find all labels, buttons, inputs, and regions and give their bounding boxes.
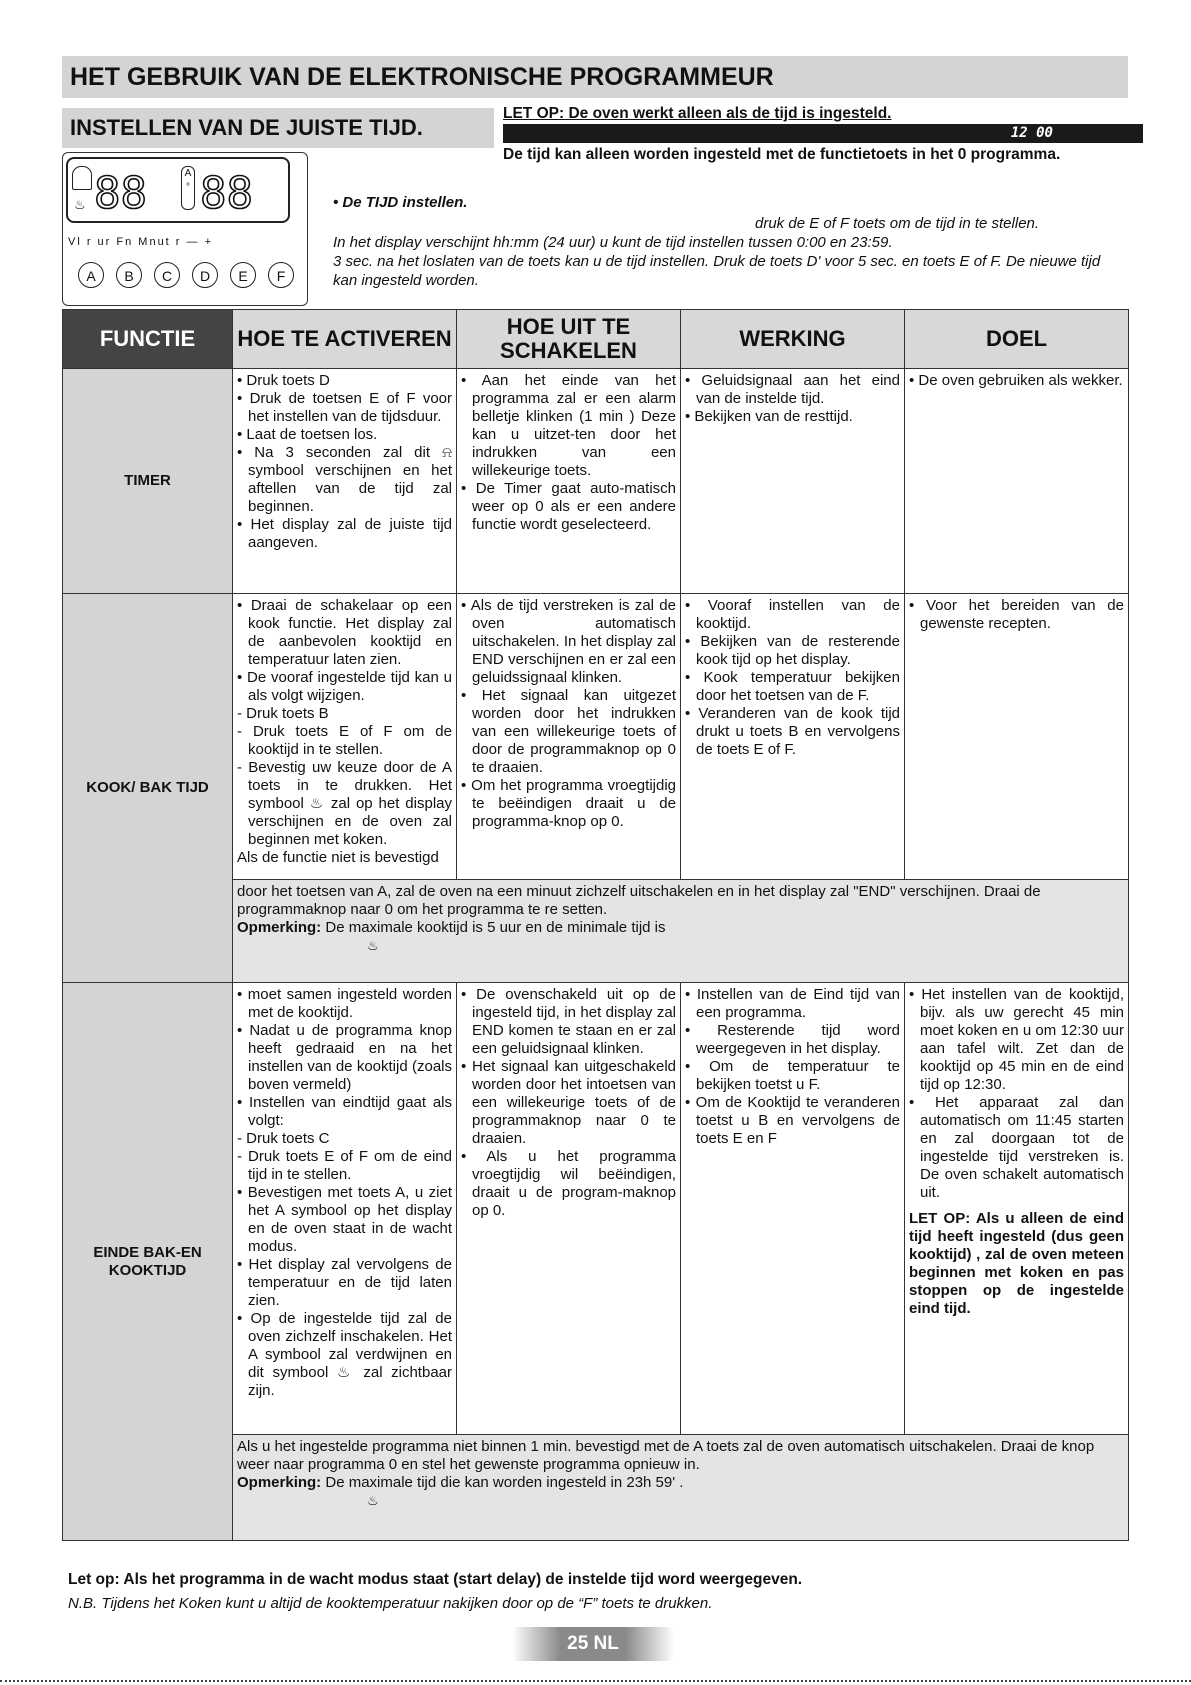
cook-goal [905, 594, 1129, 880]
page-number: 25 NL [512, 1627, 674, 1661]
list-item: • Nadat u de programma knop heeft gedraaid en na het instellen van de kooktijd (zoals boven vermeld) [237, 1022, 452, 1093]
list-item: Als de functie niet is bevestigd [237, 849, 439, 866]
list-item: • Het apparaat zal dan automatisch om 11:45 starten en zal doorgaan tot de ingestelde tijd verstreken is. De oven schakelt automatisch uit. [909, 1094, 1124, 1201]
table-row-end [63, 983, 1129, 1435]
set-time-line1: druk de E of F toets om de tijd in te stellen. [755, 215, 1040, 232]
end-activate [233, 983, 457, 1435]
key-f: F [268, 262, 294, 288]
list-item: • Druk de toetsen E of F voor het instellen van de tijdsduur. [237, 390, 452, 425]
list-item: • Laat de toetsen los. [237, 426, 378, 443]
list-item: • Resterende tijd word weergegeven in het display. [685, 1022, 900, 1057]
row-name-timer: TIMER [63, 369, 233, 594]
key-b: B [116, 262, 142, 288]
timer-activate [233, 369, 457, 594]
list-item: • Na 3 seconden zal dit ⍾ symbool verschijnen en het aftellen van de tijd zal beginnen. [237, 444, 452, 515]
footer-nb: N.B. Tijdens het Koken kunt u altijd de kooktemperatuur nakijken door op de “F” toets te drukken. [68, 1595, 713, 1612]
page-title: HET GEBRUIK VAN DE ELEKTRONISCHE PROGRAMMEUR [62, 56, 1128, 98]
cook-operation [681, 594, 905, 880]
list-item: • Als u het programma vroegtijdig wil beëindigen, draait u de program-maknop op 0. [461, 1148, 676, 1219]
cook-note [233, 880, 1129, 983]
list-item: • De ovenschakeld uit op de ingesteld tijd, in het display zal END komen te staan en er zal een geluidsignaal klinken. [461, 986, 676, 1057]
list-item: • Als de tijd verstreken is zal de oven automatisch uitschakelen. In het display zal END verschijnen en er zal een geluidssignaal klinken. [461, 597, 676, 686]
list-item: • Bekijken van de resterende kook tijd op het display. [685, 633, 900, 668]
key-e: E [230, 262, 256, 288]
list-item: • Bevestigen met toets A, u ziet het A symbool op het display en de oven staat in de wacht modus. [237, 1184, 452, 1255]
end-operation [681, 983, 905, 1435]
list-item: • Vooraf instellen van de kooktijd. [685, 597, 900, 632]
set-time-line2: In het display verschijnt hh:mm (24 uur) u kunt de tijd instellen tussen 0:00 en 23:59. [333, 234, 893, 251]
list-item: • Het signaal kan uitgezet worden door het indrukken van een willekeurige toets of door de programmaknop op 0 te draaien. [461, 687, 676, 776]
display-digits-left: 88 [94, 168, 147, 219]
list-item: - Druk toets E of F om de eind tijd in te stellen. [237, 1148, 452, 1183]
key-a: A [78, 262, 104, 288]
list-item: • Druk toets D [237, 372, 330, 389]
list-item: • De Timer gaat auto-matisch weer op 0 als er een andere functie wordt geselecteerd. [461, 480, 676, 533]
table-header-row [63, 310, 1129, 369]
footer-note: Let op: Als het programma in de wacht modus staat (start delay) de instelde tijd word weergegeven. [68, 1571, 803, 1588]
warning-note: LET OP: De oven werkt alleen als de tijd is ingesteld. [503, 105, 892, 122]
display-digits-right: 88 [200, 168, 253, 219]
list-item: • Veranderen van de kook tijd drukt u toets B en vervolgens de toets E of F. [685, 705, 900, 758]
cook-note-text: door het toetsen van A, zal de oven na een minuut zichzelf uitschakelen en in het display zal "END" verschijnen. Draai de programmaknop naar 0 om het programma te re setten. [237, 883, 1041, 918]
list-item: - Druk toets E of F om de kooktijd in te stellen. [237, 723, 452, 758]
timer-goal [905, 369, 1129, 594]
end-deactivate [457, 983, 681, 1435]
header-activeren: HOE TE ACTIVEREN [233, 310, 457, 369]
list-item: • Instellen van eindtijd gaat als volgt: [237, 1094, 452, 1129]
end-remark: Opmerking: De maximale tijd die kan worden ingesteld in 23h 59' . [237, 1474, 684, 1491]
list-item: • Voor het bereiden van de gewenste recepten. [909, 597, 1124, 632]
key-d: D [192, 262, 218, 288]
row-name-cook: KOOK/ BAK TIJD [63, 594, 233, 983]
timer-operation [681, 369, 905, 594]
display-indicator: A ° [181, 166, 195, 210]
key-labels: Vl r ur Fn Mnut r — + [68, 236, 213, 248]
list-item: • Het display zal de juiste tijd aangeven. [237, 516, 452, 551]
list-item: - Druk toets C [237, 1130, 330, 1147]
set-time-heading: • De TIJD instellen. [333, 194, 468, 211]
display-bar: 12 00 [503, 124, 1143, 143]
steam-icon: ♨ [74, 197, 86, 212]
timer-deactivate [457, 369, 681, 594]
header-werking: WERKING [681, 310, 905, 369]
steam-icon: ♨ [367, 1493, 379, 1508]
list-item: - Bevestig uw keuze door de A toets in te drukken. Het symbool ♨ zal op het display verschijnen en de oven zal beginnen met koken. [237, 759, 452, 848]
list-item: • Om het programma vroegtijdig te beëindigen draait u de programma-knop op 0. [461, 777, 676, 830]
steam-icon: ♨ [367, 938, 379, 953]
list-item: • Draai de schakelaar op een kook functie. Het display zal de aanbevolen kooktijd en temperatuur laten zien. [237, 597, 452, 668]
lock-icon [72, 166, 92, 190]
header-uitschakelen: HOE UIT TE SCHAKELEN [457, 310, 681, 369]
cook-activate [233, 594, 457, 880]
section-title: INSTELLEN VAN DE JUISTE TIJD. [62, 108, 494, 148]
row-name-end: EINDE BAK-EN KOOKTIJD [63, 983, 233, 1541]
list-item: - Druk toets B [237, 705, 329, 722]
list-item: • Het display zal vervolgens de temperatuur en de tijd laten zien. [237, 1256, 452, 1309]
table-row-cook [63, 594, 1129, 880]
list-item: • Bekijken van de resttijd. [685, 408, 853, 425]
list-item: • moet samen ingesteld worden met de kooktijd. [237, 986, 452, 1021]
list-item: • Het instellen van de kooktijd, bijv. als uw gerecht 45 min moet koken en u om 12:30 uur aan tafel wilt. Zet dan de kooktijd op 45 min en de eind tijd op 12:30. [909, 986, 1124, 1093]
list-item: • Op de ingestelde tijd zal de oven zichzelf inschakelen. Het A symbool zal verdwijnen en dit symbool ♨ zal zichtbaar zijn. [237, 1310, 452, 1399]
function-key-note: De tijd kan alleen worden ingesteld met de functietoets in het 0 programma. [503, 146, 1061, 163]
list-item: • Instellen van de Eind tijd van een programma. [685, 986, 900, 1021]
list-item: • Het signaal kan uitgeschakeld worden door het intoetsen van een willekeurige toets of de programmaknop naar 0 te draaien. [461, 1058, 676, 1147]
list-item: • Om de Kooktijd te veranderen toetst u B en vervolgens de toets E en F [685, 1094, 900, 1147]
list-item: • Geluidsignaal aan het eind van de instelde tijd. [685, 372, 900, 407]
header-doel: DOEL [905, 310, 1129, 369]
functions-table [62, 309, 1129, 1541]
end-note-text: Als u het ingestelde programma niet binnen 1 min. bevestigd met de A toets zal de oven automatisch uitschakelen. Draai de knop weer naar programma 0 en stel het gewenste programma opnieuw in. [237, 1438, 1095, 1473]
list-item: • De oven gebruiken als wekker. [909, 372, 1123, 389]
end-goal [905, 983, 1129, 1435]
end-note [233, 1435, 1129, 1541]
list-item: • Kook temperatuur bekijken door het toetsen van de F. [685, 669, 900, 704]
table-row-timer [63, 369, 1129, 594]
page-edge-divider [0, 1680, 1191, 1682]
end-goal-warning: LET OP: Als u alleen de eind tijd heeft ingesteld (dus geen kooktijd) , zal de oven meteen beginnen met koken en pas stoppen op de ingestelde eind tijd. [909, 1210, 1124, 1317]
list-item: • Aan het einde van het programma zal er een alarm belletje klinken (1 min ) Deze kan u uitzet-ten door het indrukken van een willekeurige toets. [461, 372, 676, 479]
header-functie: FUNCTIE [63, 310, 233, 369]
list-item: • Om de temperatuur te bekijken toetst u F. [685, 1058, 900, 1093]
set-time-line3: 3 sec. na het loslaten van de toets kan u de tijd instellen. Druk de toets D' voor 5 sec. en toets E of F. De nieuwe tijd kan ingesteld worden. [333, 253, 1101, 289]
cook-deactivate [457, 594, 681, 880]
key-c: C [154, 262, 180, 288]
list-item: • De vooraf ingestelde tijd kan u als volgt wijzigen. [237, 669, 452, 704]
cook-remark: Opmerking: De maximale kooktijd is 5 uur en de minimale tijd is [237, 919, 666, 936]
